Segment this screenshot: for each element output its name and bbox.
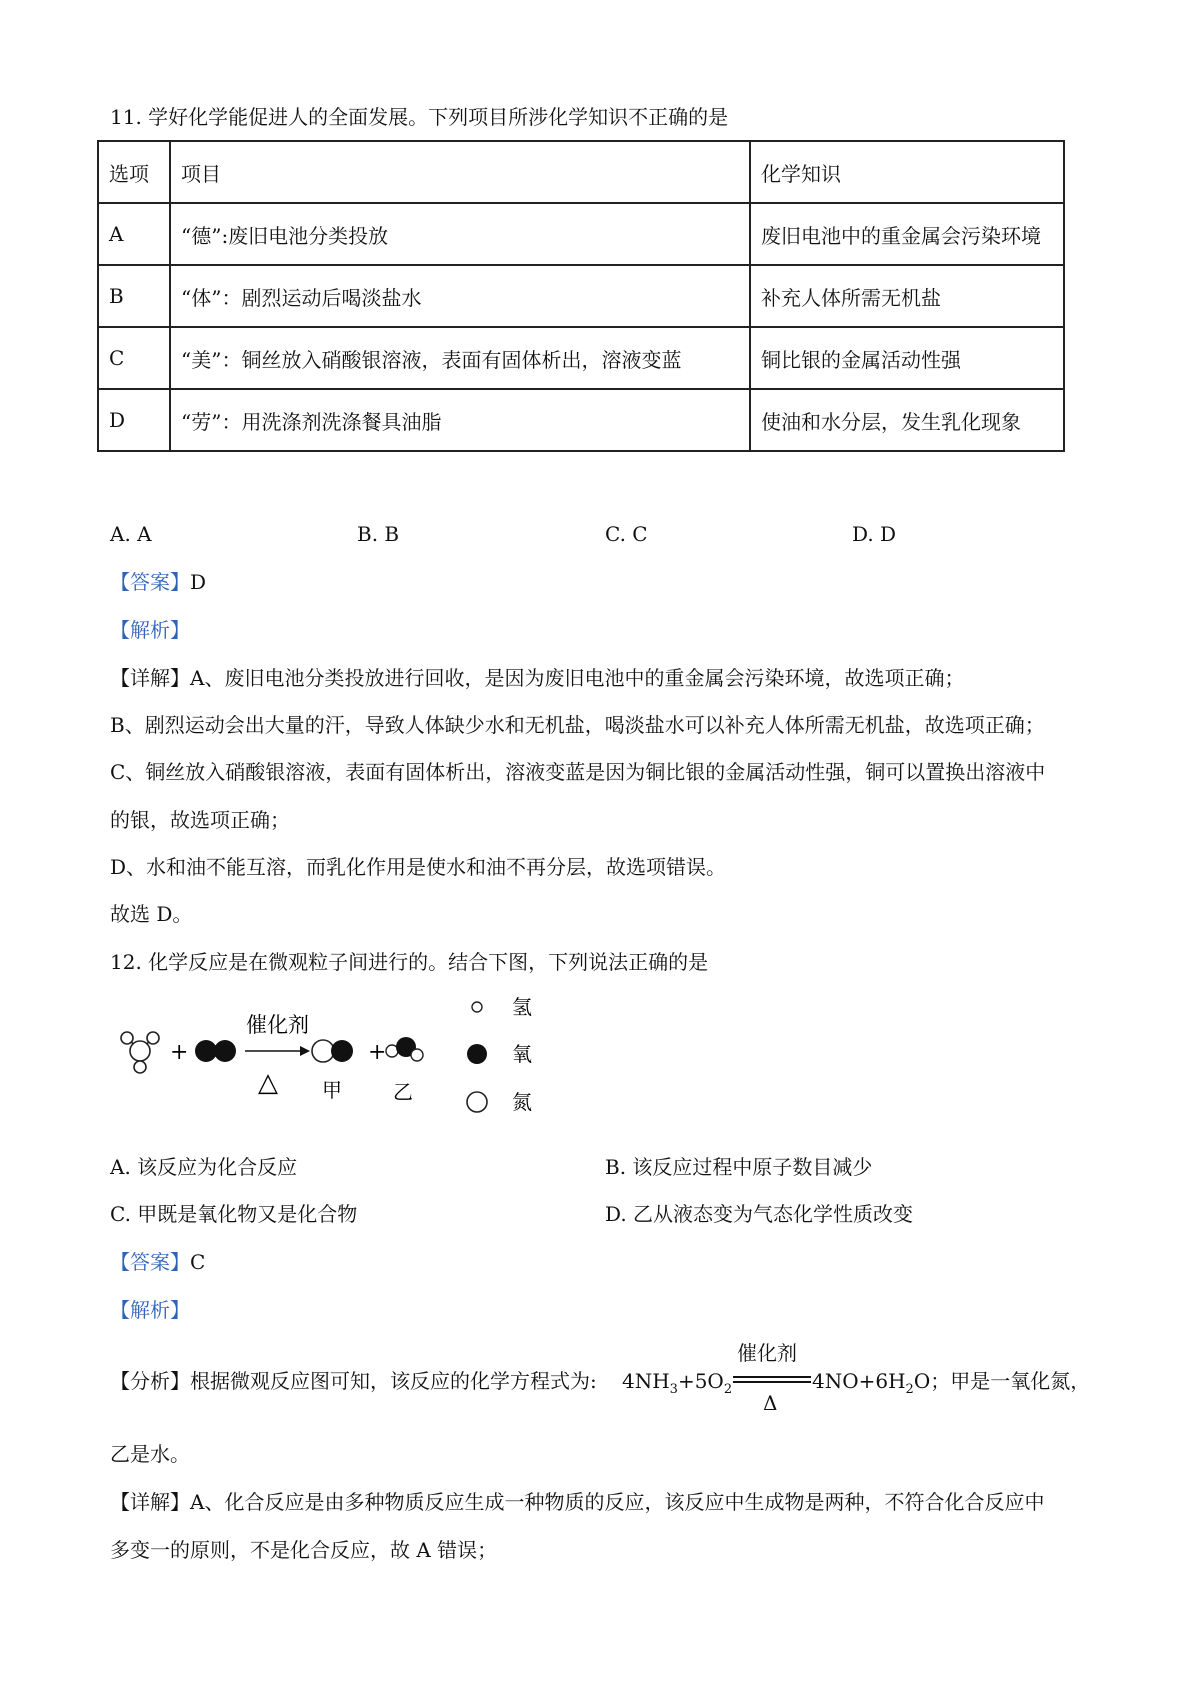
table-row — [98, 327, 1064, 389]
eq-lhs: 4NH — [622, 1369, 670, 1393]
oxygen-atom-icon — [467, 1044, 487, 1064]
q12-fenxi-line — [110, 1367, 597, 1395]
table-row — [98, 265, 1064, 327]
table-cell: 使油和水分层，发生乳化现象 — [750, 389, 1064, 451]
equation-lhs — [622, 1367, 732, 1404]
table-cell: “美”：铜丝放入硝酸银溶液，表面有固体析出，溶液变蓝 — [170, 327, 750, 389]
atom-legend — [460, 995, 570, 1135]
product-label-jia: 甲 — [322, 1080, 342, 1102]
equation-bar — [733, 1376, 811, 1378]
q12-fenxi-line2: 乙是水。 — [110, 1442, 190, 1466]
table-row — [98, 389, 1064, 451]
table-cell: B — [98, 265, 170, 327]
detail-text: A、废旧电池分类投放进行回收，是因为废旧电池中的重金属会污染环境，故选项正确； — [190, 666, 965, 690]
detail-label: 【详解】 — [110, 666, 190, 690]
header-cell: 化学知识 — [750, 141, 1064, 203]
table-cell: C — [98, 327, 170, 389]
q11-detail-line: 的银，故选项正确； — [110, 808, 290, 832]
plus-sign: + — [368, 1040, 387, 1065]
table-cell: 铜比银的金属活动性强 — [750, 327, 1064, 389]
header-cell: 项目 — [170, 141, 750, 203]
equation-rhs — [812, 1367, 1090, 1404]
eq-rhs2: O — [913, 1369, 931, 1393]
equation-condition-bottom: Δ — [763, 1391, 778, 1415]
q11-option-d: D. D — [852, 522, 897, 546]
catalyst-label: 催化剂 — [246, 1014, 309, 1037]
q12-option-a: A. 该反应为化合反应 — [110, 1155, 298, 1179]
detail-text: A、化合反应是由多种物质反应生成一种物质的反应，该反应中生成物是两种，不符合化合反应中 — [190, 1490, 1045, 1514]
arrow-head — [300, 1046, 310, 1056]
product-yi-molecule — [386, 1037, 423, 1061]
q11-detail-line — [110, 664, 964, 692]
eq-rhs: 4NO+6H — [812, 1369, 906, 1393]
eq-rhs-sub: 2 — [905, 1382, 914, 1397]
q11-analysis-label: 【解析】 — [110, 618, 190, 642]
q12-detail-line: 多变一的原则，不是化合反应，故 A 错误； — [110, 1538, 498, 1562]
q11-table — [97, 140, 1065, 452]
fenxi-label: 【分析】 — [110, 1369, 190, 1393]
table-row — [98, 203, 1064, 265]
detail-label: 【详解】 — [110, 1490, 190, 1514]
table-cell: 补充人体所需无机盐 — [750, 265, 1064, 327]
q11-answer — [110, 568, 206, 596]
table-cell: “劳”：用洗涤剂洗涤餐具油脂 — [170, 389, 750, 451]
q12-option-b: B. 该反应过程中原子数目减少 — [605, 1155, 873, 1179]
fenxi-text: 根据微观反应图可知，该反应的化学方程式为: — [190, 1369, 597, 1393]
hydrogen-atom-icon — [472, 1002, 482, 1012]
nitrogen-atom-icon — [467, 1092, 487, 1112]
legend-oxygen: 氧 — [512, 1044, 532, 1066]
q12-stem: 12. 化学反应是在微观粒子间进行的。结合下图，下列说法正确的是 — [110, 950, 709, 974]
ammonia-molecule — [121, 1032, 159, 1073]
table-header-row — [98, 141, 1064, 203]
q12-option-c: C. 甲既是氧化物又是化合物 — [110, 1202, 358, 1226]
q12-analysis-label: 【解析】 — [110, 1298, 190, 1322]
table-cell: “德”:废旧电池分类投放 — [170, 203, 750, 265]
answer-value: C — [190, 1250, 206, 1274]
q12-option-d: D. 乙从液态变为气态化学性质改变 — [605, 1202, 914, 1226]
q11-detail-line: 故选 D。 — [110, 902, 193, 926]
answer-label: 【答案】 — [110, 1250, 190, 1274]
q11-detail-line: C、铜丝放入硝酸银溶液，表面有固体析出，溶液变蓝是因为铜比银的金属活动性强，铜可以置换出溶液中 — [110, 760, 1046, 784]
q11-detail-line: D、水和油不能互溶，而乳化作用是使水和油不再分层，故选项错误。 — [110, 855, 727, 879]
header-cell: 选项 — [98, 141, 170, 203]
table-cell: D — [98, 389, 170, 451]
product-jia-molecule — [312, 1040, 353, 1062]
q11-option-c: C. C — [605, 522, 648, 546]
table-cell: 废旧电池中的重金属会污染环境 — [750, 203, 1064, 265]
plus-sign: + — [170, 1040, 189, 1065]
legend-hydrogen: 氢 — [512, 997, 532, 1019]
equation-condition-top: 催化剂 — [737, 1343, 797, 1365]
oxygen-molecule — [195, 1040, 236, 1062]
product-label-yi: 乙 — [393, 1082, 413, 1104]
eq-after: ；甲是一氧化氮， — [930, 1369, 1091, 1393]
eq-lhs2: +5O — [677, 1369, 724, 1393]
legend-nitrogen: 氮 — [512, 1092, 532, 1114]
q11-option-a: A. A — [110, 522, 152, 546]
heat-symbol: △ — [258, 1068, 278, 1098]
q11-option-b: B. B — [357, 522, 400, 546]
table-cell: A — [98, 203, 170, 265]
eq-lhs-sub: 3 — [669, 1382, 678, 1397]
table-cell: “体”：剧烈运动后喝淡盐水 — [170, 265, 750, 327]
q11-stem: 11. 学好化学能促进人的全面发展。下列项目所涉化学知识不正确的是 — [110, 105, 729, 129]
q12-answer — [110, 1248, 205, 1276]
answer-value: D — [190, 570, 207, 594]
q11-detail-line: B、剧烈运动会出大量的汗，导致人体缺少水和无机盐，喝淡盐水可以补充人体所需无机盐，故选项正确； — [110, 713, 1045, 737]
answer-label: 【答案】 — [110, 570, 190, 594]
q12-detail-line — [110, 1488, 1044, 1516]
eq-lhs2-sub: 2 — [723, 1382, 733, 1397]
equation-bar — [733, 1381, 811, 1383]
